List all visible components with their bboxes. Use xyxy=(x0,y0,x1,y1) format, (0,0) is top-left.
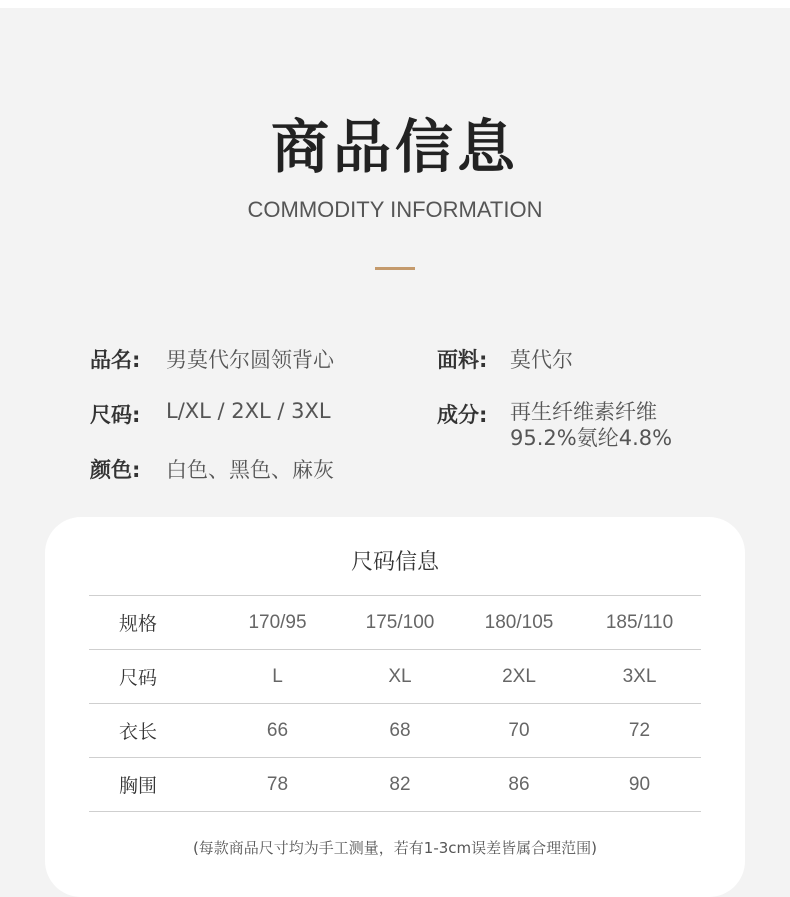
info-fabric-value: 莫代尔 xyxy=(510,348,573,372)
page-subtitle: COMMODITY INFORMATION xyxy=(247,197,543,222)
size-table-title: 尺码信息 xyxy=(350,550,439,575)
info-color xyxy=(90,454,334,484)
table-cell: 82 xyxy=(340,758,460,812)
info-size-value: L/XL / 2XL / 3XL xyxy=(166,399,331,423)
title-divider xyxy=(375,267,415,270)
table-cell: 3XL xyxy=(578,650,701,704)
table-row xyxy=(89,704,701,758)
info-name xyxy=(90,344,334,374)
info-color-value: 白色、黑色、麻灰 xyxy=(166,458,334,482)
info-fabric-label: 面料: xyxy=(437,348,488,372)
table-cell: 66 xyxy=(215,704,340,758)
size-table xyxy=(89,595,701,812)
table-cell: 2XL xyxy=(460,650,578,704)
info-name-label: 品名: xyxy=(90,348,141,372)
table-cell: 180/105 xyxy=(460,596,578,650)
composition-line-2: 95.2%氨纶4.8% xyxy=(510,426,673,450)
page-title: 商品信息 xyxy=(270,113,519,181)
info-composition-value xyxy=(510,399,672,451)
measurement-note: (每款商品尺寸均为手工测量，若有1-3cm误差皆属合理范围) xyxy=(192,839,598,857)
row-header: 尺码 xyxy=(89,650,215,704)
info-size xyxy=(90,399,331,429)
table-cell: 90 xyxy=(578,758,701,812)
size-card xyxy=(45,517,745,897)
info-name-value: 男莫代尔圆领背心 xyxy=(166,348,334,372)
table-cell: L xyxy=(215,650,340,704)
table-cell: 68 xyxy=(340,704,460,758)
table-cell: 175/100 xyxy=(340,596,460,650)
info-fabric xyxy=(437,344,573,374)
table-row xyxy=(89,758,701,812)
row-header: 胸围 xyxy=(89,758,215,812)
row-header: 规格 xyxy=(89,596,215,650)
info-color-label: 颜色: xyxy=(90,458,141,482)
info-composition xyxy=(437,399,673,450)
info-composition-label: 成分: xyxy=(437,403,488,427)
row-header: 衣长 xyxy=(89,704,215,758)
composition-line-1: 再生纤维素纤维 xyxy=(510,400,657,424)
table-cell: XL xyxy=(340,650,460,704)
info-size-label: 尺码: xyxy=(90,403,141,427)
table-cell: 185/110 xyxy=(578,596,701,650)
table-cell: 78 xyxy=(215,758,340,812)
table-cell: 170/95 xyxy=(215,596,340,650)
table-cell: 72 xyxy=(578,704,701,758)
table-cell: 86 xyxy=(460,758,578,812)
top-strip xyxy=(0,0,790,8)
table-cell: 70 xyxy=(460,704,578,758)
table-row xyxy=(89,650,701,704)
table-row xyxy=(89,596,701,650)
